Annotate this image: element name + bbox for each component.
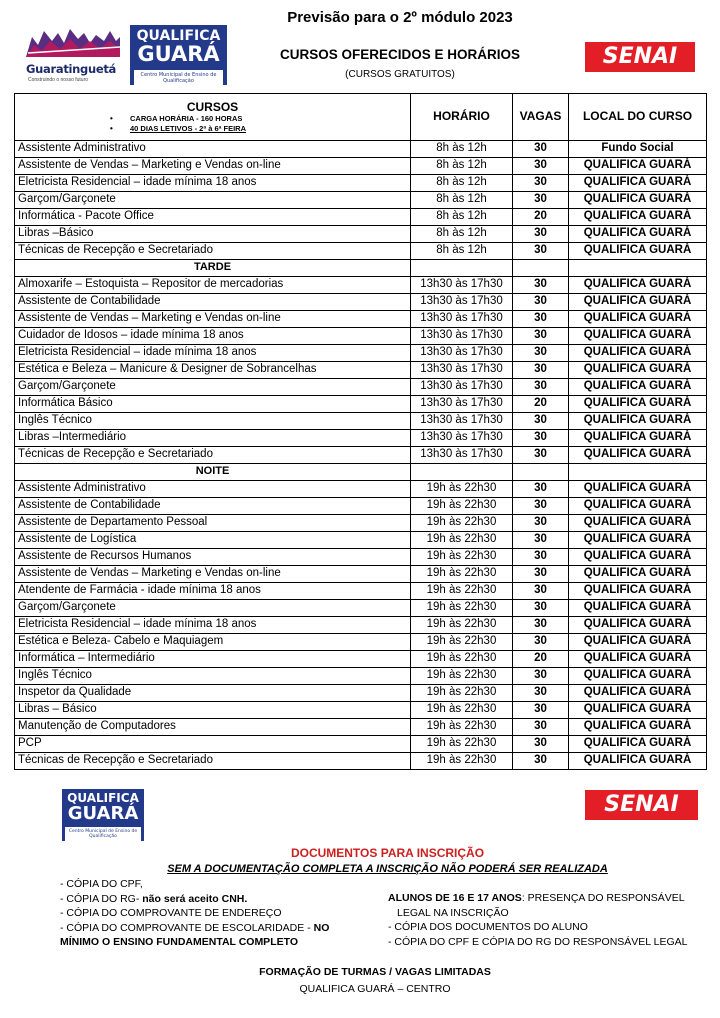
schedule-cell: 8h às 12h (411, 226, 513, 243)
schedule-cell: 8h às 12h (411, 209, 513, 226)
location-cell: QUALIFICA GUARÁ (569, 226, 707, 243)
course-name-cell: Informática – Intermediário (15, 651, 411, 668)
city-skyline-icon (24, 27, 124, 61)
course-name-cell: Almoxarife – Estoquista – Repositor de mercadorias (15, 277, 411, 294)
footer-line-2: QUALIFICA GUARÁ – CENTRO (299, 983, 451, 995)
table-row (15, 566, 707, 583)
qualifica-guara-logo-bottom: QUALIFICA GUARÁ Centro Municipal de Ensino de Qualificação (62, 789, 144, 841)
vacancies-cell: 30 (513, 192, 569, 209)
vacancies-cell: 30 (513, 515, 569, 532)
location-cell: QUALIFICA GUARÁ (569, 685, 707, 702)
course-name-cell: Inglês Técnico (15, 413, 411, 430)
vacancies-cell: 30 (513, 753, 569, 770)
table-row (15, 617, 707, 634)
vacancies-cell: 20 (513, 396, 569, 413)
location-cell: QUALIFICA GUARÁ (569, 617, 707, 634)
location-cell: QUALIFICA GUARÁ (569, 209, 707, 226)
vacancies-cell: 30 (513, 243, 569, 260)
schedule-cell: 13h30 às 17h30 (411, 413, 513, 430)
course-name-cell: Assistente Administrativo (15, 481, 411, 498)
course-name-cell: Manutenção de Computadores (15, 719, 411, 736)
table-row (15, 379, 707, 396)
schedule-cell: 19h às 22h30 (411, 651, 513, 668)
location-cell: QUALIFICA GUARÁ (569, 158, 707, 175)
schedule-cell: 8h às 12h (411, 192, 513, 209)
doc-item-escolaridade: - CÓPIA DO COMPROVANTE DE ESCOLARIDADE - NO (60, 921, 330, 934)
course-name-cell: Assistente de Recursos Humanos (15, 549, 411, 566)
schedule-cell: 13h30 às 17h30 (411, 345, 513, 362)
location-cell: QUALIFICA GUARÁ (569, 328, 707, 345)
location-cell: QUALIFICA GUARÁ (569, 192, 707, 209)
course-name-cell: Assistente de Contabilidade (15, 498, 411, 515)
schedule-cell: 19h às 22h30 (411, 515, 513, 532)
section-empty-cell (513, 464, 569, 481)
schedule-cell: 19h às 22h30 (411, 566, 513, 583)
course-name-cell: Cuidador de Idosos – idade mínima 18 anos (15, 328, 411, 345)
course-name-cell: Técnicas de Recepção e Secretariado (15, 753, 411, 770)
schedule-cell: 13h30 às 17h30 (411, 362, 513, 379)
table-row (15, 549, 707, 566)
header-cursos: CURSOS • CARGA HORÁRIA - 160 HORAS • 40 DIAS LETIVOS - 2ª à 6ª FEIRA (15, 94, 411, 141)
document-title: Previsão para o 2º módulo 2023 (287, 9, 513, 26)
vacancies-cell: 30 (513, 719, 569, 736)
vacancies-cell: 30 (513, 668, 569, 685)
location-cell: QUALIFICA GUARÁ (569, 430, 707, 447)
location-cell: QUALIFICA GUARÁ (569, 243, 707, 260)
documents-left-list (60, 877, 350, 950)
schedule-cell: 19h às 22h30 (411, 668, 513, 685)
location-cell: QUALIFICA GUARÁ (569, 413, 707, 430)
location-cell: QUALIFICA GUARÁ (569, 532, 707, 549)
course-name-cell: Atendente de Farmácia - idade mínima 18 anos (15, 583, 411, 600)
course-name-cell: Libras –Intermediário (15, 430, 411, 447)
vacancies-cell: 30 (513, 175, 569, 192)
schedule-cell: 19h às 22h30 (411, 736, 513, 753)
section-empty-cell (569, 260, 707, 277)
schedule-cell: 13h30 às 17h30 (411, 277, 513, 294)
section-empty-cell (411, 464, 513, 481)
location-cell: QUALIFICA GUARÁ (569, 345, 707, 362)
vacancies-cell: 30 (513, 600, 569, 617)
course-name-cell: Eletricista Residencial – idade mínima 18 anos (15, 345, 411, 362)
table-row (15, 294, 707, 311)
vacancies-cell: 30 (513, 617, 569, 634)
vacancies-cell: 30 (513, 566, 569, 583)
schedule-cell: 8h às 12h (411, 243, 513, 260)
course-name-cell: Garçom/Garçonete (15, 192, 411, 209)
schedule-cell: 13h30 às 17h30 (411, 430, 513, 447)
table-row (15, 515, 707, 532)
course-name-cell: Inspetor da Qualidade (15, 685, 411, 702)
location-cell: QUALIFICA GUARÁ (569, 175, 707, 192)
schedule-cell: 19h às 22h30 (411, 685, 513, 702)
vacancies-cell: 30 (513, 158, 569, 175)
location-cell: QUALIFICA GUARÁ (569, 668, 707, 685)
section-empty-cell (569, 464, 707, 481)
vacancies-cell: 30 (513, 311, 569, 328)
section-label: TARDE (15, 260, 411, 277)
header-vagas: VAGAS (513, 94, 569, 141)
courses-table-body (15, 141, 707, 770)
course-name-cell: Inglês Técnico (15, 668, 411, 685)
location-cell: QUALIFICA GUARÁ (569, 362, 707, 379)
table-row (15, 736, 707, 753)
course-name-cell: Assistente de Vendas – Marketing e Vendas on-line (15, 158, 411, 175)
table-row (15, 175, 707, 192)
table-row (15, 685, 707, 702)
schedule-cell: 19h às 22h30 (411, 702, 513, 719)
table-row (15, 158, 707, 175)
table-row (15, 600, 707, 617)
vacancies-cell: 30 (513, 481, 569, 498)
location-cell: QUALIFICA GUARÁ (569, 753, 707, 770)
table-row (15, 651, 707, 668)
vacancies-cell: 30 (513, 413, 569, 430)
header-horario: HORÁRIO (411, 94, 513, 141)
location-cell: QUALIFICA GUARÁ (569, 294, 707, 311)
doc-item-docs-aluno: - CÓPIA DOS DOCUMENTOS DO ALUNO (388, 921, 588, 933)
schedule-cell: 13h30 às 17h30 (411, 379, 513, 396)
table-row (15, 702, 707, 719)
location-cell: QUALIFICA GUARÁ (569, 736, 707, 753)
location-cell: QUALIFICA GUARÁ (569, 634, 707, 651)
schedule-cell: 13h30 às 17h30 (411, 328, 513, 345)
document-subtitle: CURSOS OFERECIDOS E HORÁRIOS (279, 47, 521, 62)
table-header-row (15, 94, 707, 141)
course-name-cell: Técnicas de Recepção e Secretariado (15, 447, 411, 464)
doc-item-alunos-cont: LEGAL NA INSCRIÇÃO (397, 906, 509, 919)
schedule-cell: 19h às 22h30 (411, 532, 513, 549)
location-cell: QUALIFICA GUARÁ (569, 600, 707, 617)
table-row (15, 634, 707, 651)
schedule-cell: 13h30 às 17h30 (411, 396, 513, 413)
course-name-cell: Garçom/Garçonete (15, 379, 411, 396)
table-row (15, 311, 707, 328)
schedule-cell: 8h às 12h (411, 175, 513, 192)
course-name-cell: Garçom/Garçonete (15, 600, 411, 617)
schedule-cell: 19h às 22h30 (411, 634, 513, 651)
documents-title: DOCUMENTOS PARA INSCRIÇÃO (290, 846, 485, 860)
location-cell: QUALIFICA GUARÁ (569, 549, 707, 566)
table-row (15, 226, 707, 243)
vacancies-cell: 30 (513, 277, 569, 294)
documents-right-list (388, 891, 688, 949)
course-name-cell: Informática - Pacote Office (15, 209, 411, 226)
section-header-row (15, 464, 707, 481)
course-name-cell: Estética e Beleza- Cabelo e Maquiagem (15, 634, 411, 651)
course-name-cell: Assistente de Vendas – Marketing e Vendas on-line (15, 311, 411, 328)
schedule-cell: 19h às 22h30 (411, 617, 513, 634)
course-name-cell: Estética e Beleza – Manicure & Designer de Sobrancelhas (15, 362, 411, 379)
location-cell: QUALIFICA GUARÁ (569, 566, 707, 583)
vacancies-cell: 30 (513, 498, 569, 515)
schedule-cell: 19h às 22h30 (411, 481, 513, 498)
location-cell: QUALIFICA GUARÁ (569, 719, 707, 736)
doc-item-rg: - CÓPIA DO RG- não será aceito CNH. (60, 892, 248, 905)
vacancies-cell: 30 (513, 226, 569, 243)
vacancies-cell: 20 (513, 209, 569, 226)
vacancies-cell: 30 (513, 328, 569, 345)
city-name: Guaratinguetá (26, 62, 117, 76)
header-local: LOCAL DO CURSO (569, 94, 707, 141)
vacancies-cell: 30 (513, 294, 569, 311)
guaratingueta-logo (24, 27, 124, 83)
course-name-cell: Libras – Básico (15, 702, 411, 719)
location-cell: QUALIFICA GUARÁ (569, 379, 707, 396)
doc-item-endereco: - CÓPIA DO COMPROVANTE DE ENDEREÇO (60, 907, 282, 919)
schedule-cell: 13h30 às 17h30 (411, 294, 513, 311)
vacancies-cell: 30 (513, 362, 569, 379)
city-tagline: Construindo o nosso futuro (28, 77, 89, 83)
location-cell: QUALIFICA GUARÁ (569, 447, 707, 464)
vacancies-cell: 30 (513, 583, 569, 600)
schedule-cell: 19h às 22h30 (411, 753, 513, 770)
location-cell: QUALIFICA GUARÁ (569, 498, 707, 515)
table-row (15, 328, 707, 345)
course-name-cell: Libras –Básico (15, 226, 411, 243)
table-row (15, 583, 707, 600)
schedule-cell: 19h às 22h30 (411, 498, 513, 515)
table-row (15, 481, 707, 498)
location-cell: QUALIFICA GUARÁ (569, 311, 707, 328)
schedule-cell: 8h às 12h (411, 141, 513, 158)
qualifica-guara-logo: QUALIFICA GUARÁ Centro Municipal de Ensino de Qualificação (130, 25, 227, 85)
vacancies-cell: 30 (513, 345, 569, 362)
location-cell: Fundo Social (569, 141, 707, 158)
schedule-cell: 13h30 às 17h30 (411, 311, 513, 328)
table-row (15, 209, 707, 226)
table-row (15, 668, 707, 685)
course-name-cell: Eletricista Residencial – idade mínima 18 anos (15, 617, 411, 634)
location-cell: QUALIFICA GUARÁ (569, 583, 707, 600)
vacancies-cell: 20 (513, 651, 569, 668)
table-row (15, 719, 707, 736)
vacancies-cell: 30 (513, 141, 569, 158)
section-header-row (15, 260, 707, 277)
schedule-cell: 19h às 22h30 (411, 719, 513, 736)
table-row (15, 362, 707, 379)
schedule-cell: 19h às 22h30 (411, 583, 513, 600)
vacancies-cell: 30 (513, 430, 569, 447)
vacancies-cell: 30 (513, 685, 569, 702)
table-row (15, 430, 707, 447)
table-row (15, 396, 707, 413)
table-row (15, 192, 707, 209)
vacancies-cell: 30 (513, 634, 569, 651)
vacancies-cell: 30 (513, 702, 569, 719)
schedule-cell: 19h às 22h30 (411, 600, 513, 617)
location-cell: QUALIFICA GUARÁ (569, 396, 707, 413)
location-cell: QUALIFICA GUARÁ (569, 702, 707, 719)
courses-table (14, 93, 707, 770)
doc-item-cpf: - CÓPIA DO CPF, (60, 878, 143, 890)
table-row (15, 141, 707, 158)
course-name-cell: Assistente de Logística (15, 532, 411, 549)
table-row (15, 532, 707, 549)
vacancies-cell: 30 (513, 549, 569, 566)
section-label: NOITE (15, 464, 411, 481)
documents-subtitle: SEM A DOCUMENTAÇÃO COMPLETA A INSCRIÇÃO NÃO PODERÁ SER REALIZADA (167, 863, 608, 875)
schedule-cell: 8h às 12h (411, 158, 513, 175)
vacancies-cell: 30 (513, 532, 569, 549)
course-name-cell: PCP (15, 736, 411, 753)
location-cell: QUALIFICA GUARÁ (569, 515, 707, 532)
document-note: (CURSOS GRATUITOS) (345, 69, 455, 80)
table-row (15, 243, 707, 260)
doc-item-escolaridade-cont: MÍNIMO O ENSINO FUNDAMENTAL COMPLETO (60, 936, 298, 948)
senai-logo: SENAI (585, 42, 695, 72)
course-name-cell: Eletricista Residencial – idade mínima 18 anos (15, 175, 411, 192)
footer-line-1: FORMAÇÃO DE TURMAS / VAGAS LIMITADAS (259, 966, 491, 978)
course-name-cell: Assistente Administrativo (15, 141, 411, 158)
location-cell: QUALIFICA GUARÁ (569, 277, 707, 294)
section-empty-cell (411, 260, 513, 277)
vacancies-cell: 30 (513, 736, 569, 753)
course-name-cell: Assistente de Vendas – Marketing e Vendas on-line (15, 566, 411, 583)
doc-item-docs-responsavel: - CÓPIA DO CPF E CÓPIA DO RG DO RESPONSÁVEL LEGAL (388, 935, 688, 948)
senai-logo-bottom: SENAI (585, 790, 698, 820)
course-name-cell: Informática Básico (15, 396, 411, 413)
table-row (15, 345, 707, 362)
vacancies-cell: 30 (513, 379, 569, 396)
course-name-cell: Técnicas de Recepção e Secretariado (15, 243, 411, 260)
schedule-cell: 19h às 22h30 (411, 549, 513, 566)
course-name-cell: Assistente de Departamento Pessoal (15, 515, 411, 532)
schedule-cell: 13h30 às 17h30 (411, 447, 513, 464)
table-row (15, 277, 707, 294)
course-name-cell: Assistente de Contabilidade (15, 294, 411, 311)
table-row (15, 447, 707, 464)
section-empty-cell (513, 260, 569, 277)
location-cell: QUALIFICA GUARÁ (569, 481, 707, 498)
table-row (15, 498, 707, 515)
doc-item-alunos: ALUNOS DE 16 E 17 ANOS: PRESENÇA DO RESPONSÁVEL (388, 892, 685, 904)
location-cell: QUALIFICA GUARÁ (569, 651, 707, 668)
vacancies-cell: 30 (513, 447, 569, 464)
table-row (15, 753, 707, 770)
table-row (15, 413, 707, 430)
